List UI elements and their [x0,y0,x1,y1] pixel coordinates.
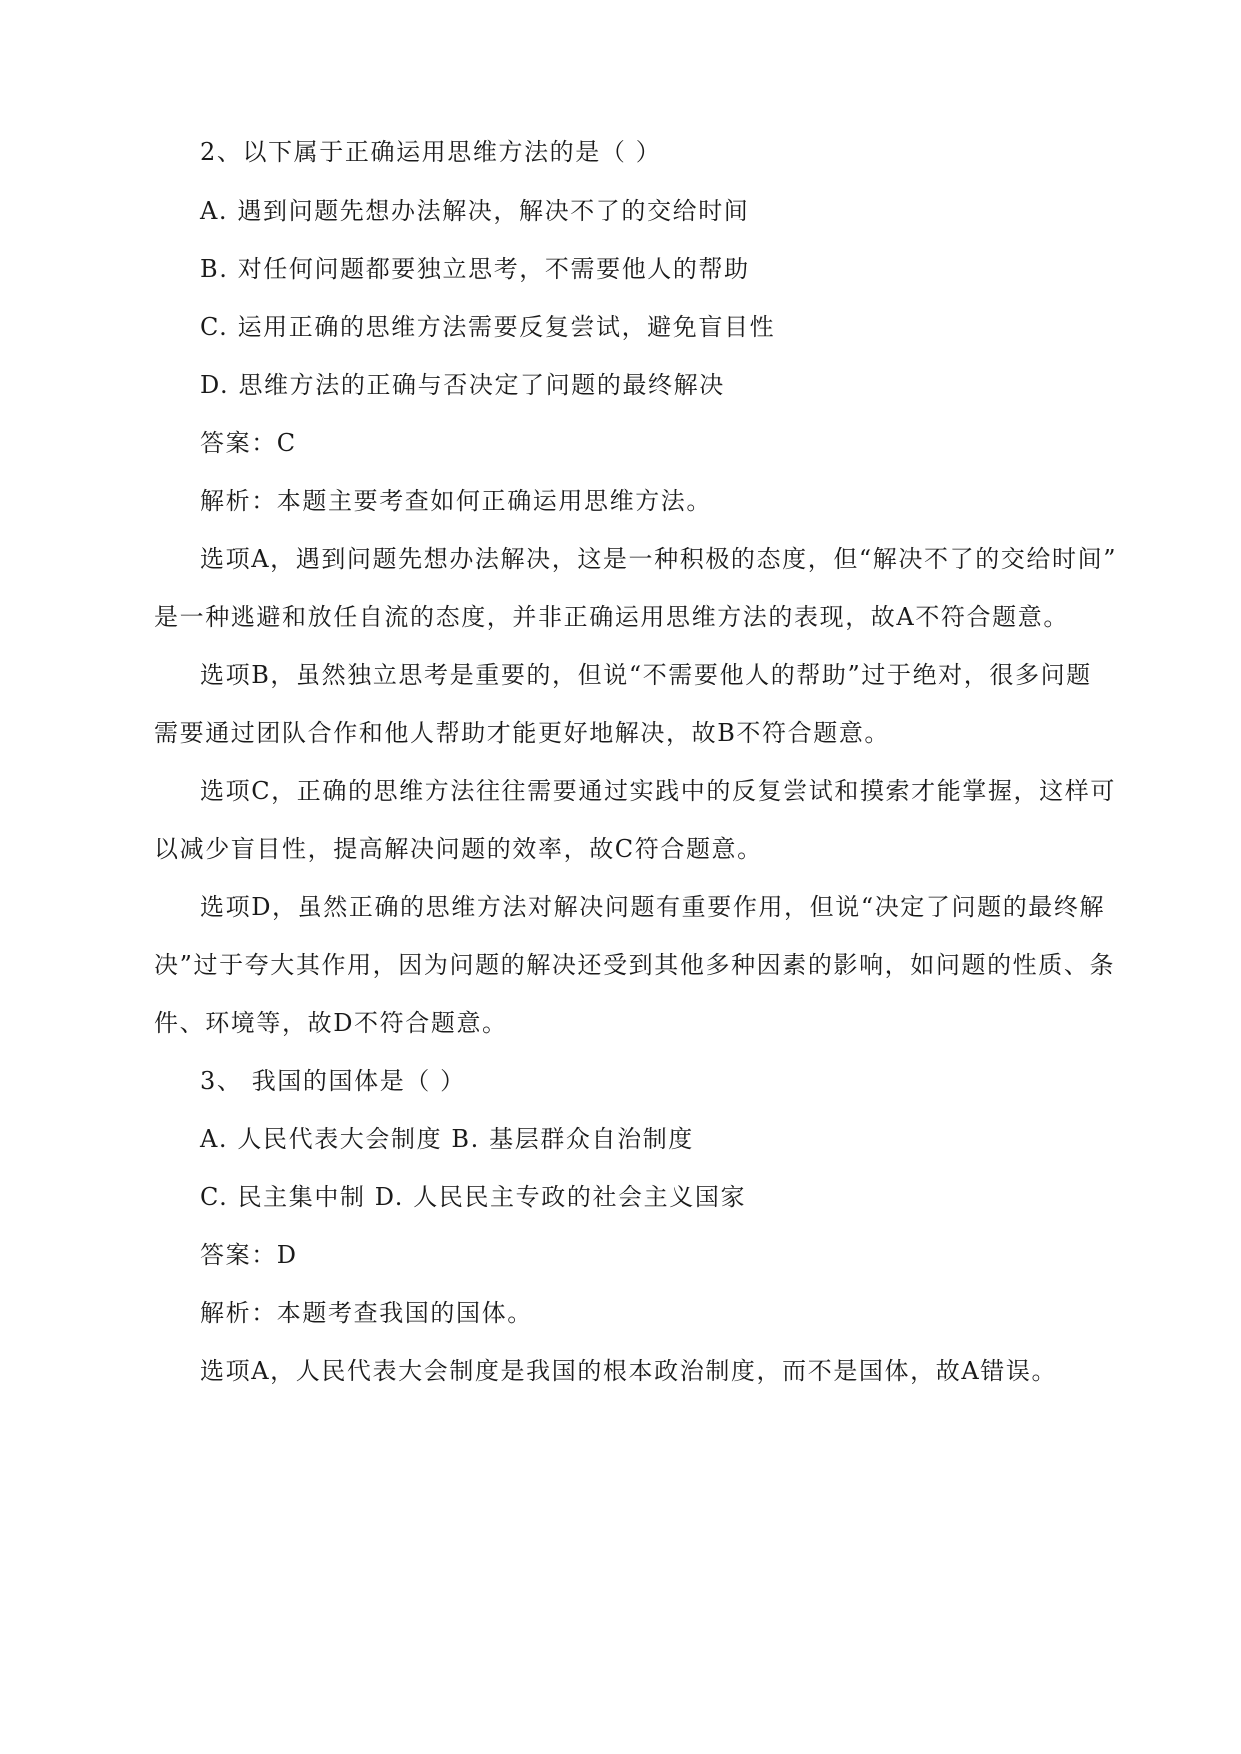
question-3-answer: 答案：D [200,1241,298,1269]
question-2-option-d: D. 思维方法的正确与否决定了问题的最终解决 [200,371,725,399]
question-2-analysis-a-line-1: 选项A，遇到问题先想办法解决，这是一种积极的态度，但“解决不了的交给时间” [200,545,1118,573]
question-2-analysis-b-line-2: 需要通过团队合作和他人帮助才能更好地解决，故B不符合题意。 [154,719,891,747]
question-2-analysis-b-line-1: 选项B，虽然独立思考是重要的，但说“不需要他人的帮助”过于绝对，很多问题 [200,661,1092,689]
question-2-option-c: C. 运用正确的思维方法需要反复尝试，避免盲目性 [200,313,776,341]
question-2-answer: 答案：C [200,429,297,457]
question-2-analysis-d-line-2: 决”过于夸大其作用，因为问题的解决还受到其他多种因素的影响，如问题的性质、条 [154,951,1116,979]
question-2-analysis-d-line-3: 件、环境等，故D不符合题意。 [154,1009,508,1037]
question-3-stem: 3、 我国的国体是（ ） [200,1067,466,1095]
question-2-analysis-intro: 解析：本题主要考查如何正确运用思维方法。 [200,487,712,515]
question-3-options-cd: C. 民主集中制 D. 人民民主专政的社会主义国家 [200,1183,747,1211]
question-3-analysis-a-line-1: 选项A，人民代表大会制度是我国的根本政治制度，而不是国体，故A错误。 [200,1357,1058,1385]
question-2-analysis-d-line-1: 选项D，虽然正确的思维方法对解决问题有重要作用，但说“决定了问题的最终解 [200,893,1106,921]
question-2-analysis-c-line-1: 选项C，正确的思维方法往往需要通过实践中的反复尝试和摸索才能掌握，这样可 [200,777,1116,805]
question-2-option-a: A. 遇到问题先想办法解决，解决不了的交给时间 [200,197,750,225]
question-2-analysis-c-line-2: 以减少盲目性，提高解决问题的效率，故C符合题意。 [154,835,763,863]
question-3-analysis-intro: 解析：本题考查我国的国体。 [200,1299,533,1327]
question-2-option-b: B. 对任何问题都要独立思考，不需要他人的帮助 [200,255,750,283]
question-2-stem: 2、以下属于正确运用思维方法的是（ ） [200,138,662,166]
question-3-options-ab: A. 人民代表大会制度 B. 基层群众自治制度 [200,1125,694,1153]
question-2-analysis-a-line-2: 是一种逃避和放任自流的态度，并非正确运用思维方法的表现，故A不符合题意。 [154,603,1069,631]
